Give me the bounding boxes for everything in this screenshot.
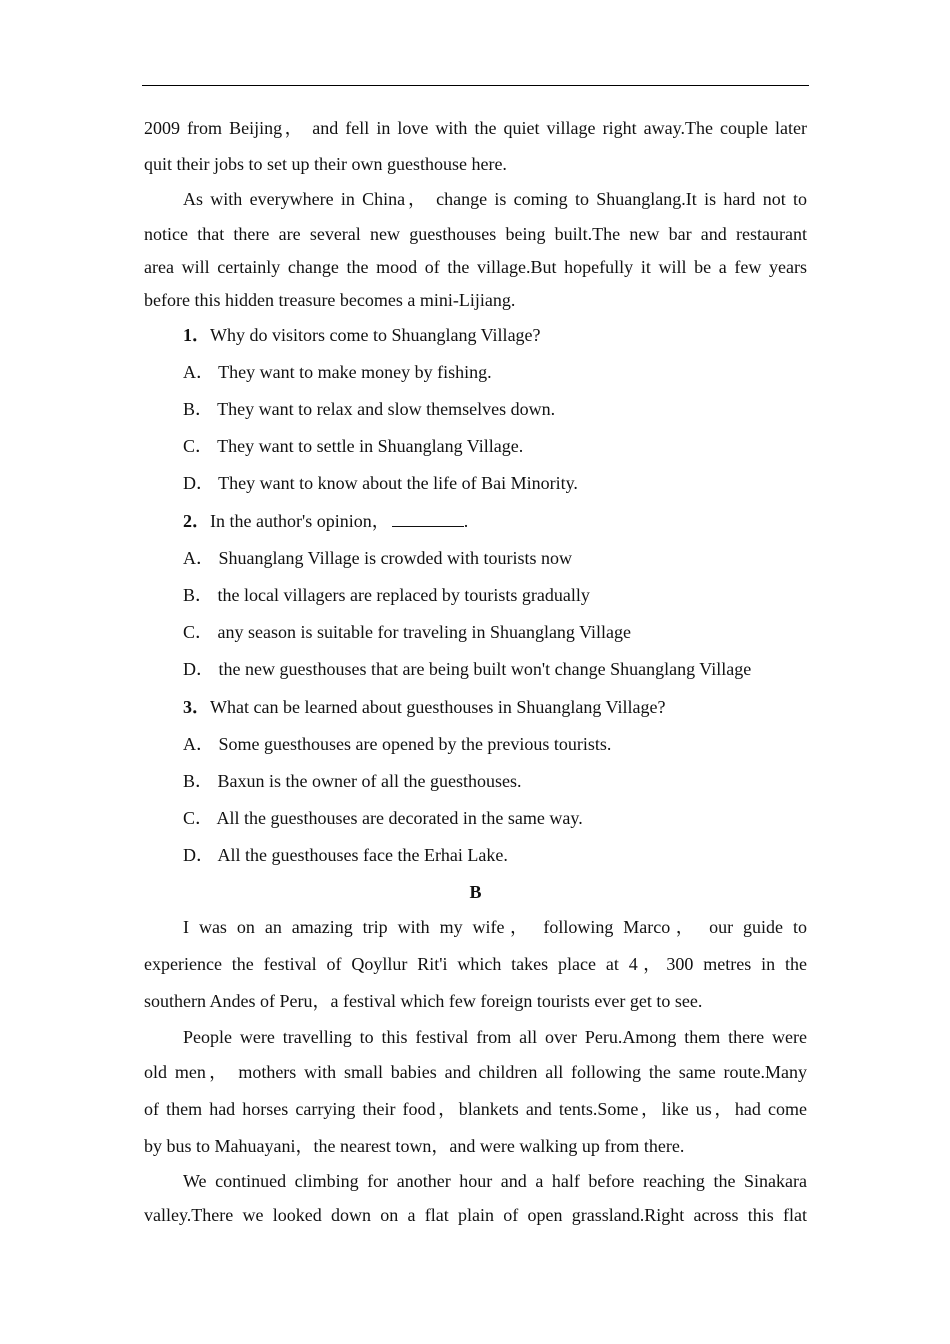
- q2-option-d: D． the new guesthouses that are being built won't change Shuanglang Village: [183, 659, 752, 679]
- question-2: [183, 510, 807, 532]
- passage-a-p1-line-2: quit their jobs to set up their own guesthouse here.: [144, 154, 507, 174]
- section-heading: B: [469, 882, 482, 902]
- section-b-p3-line-2: valley.There we looked down on a flat plain of open grassland.Right across this flat: [144, 1205, 807, 1225]
- section-b-p1-line-3: southern Andes of Peru，a festival which few foreign tourists ever get to see.: [144, 991, 703, 1011]
- section-b-p2-line-3: of them had horses carrying their food，blankets and tents.Some，like us，had come: [144, 1099, 807, 1119]
- section-b-p3-line-1: We continued climbing for another hour and a half before reaching the Sinakara: [183, 1171, 807, 1191]
- q3-option-b: B． Baxun is the owner of all the guesthouses.: [183, 771, 522, 791]
- question-number: 1．: [183, 325, 210, 345]
- section-b-p2-line-2: old men， mothers with small babies and children all following the same route.Many: [144, 1062, 807, 1082]
- q2-option-b: B． the local villagers are replaced by tourists gradually: [183, 585, 590, 605]
- question-number: 2．: [183, 511, 210, 531]
- q2-option-a: A． Shuanglang Village is crowded with tourists now: [183, 548, 573, 568]
- question-number: 3．: [183, 697, 210, 717]
- question-stem-end: .: [463, 511, 469, 531]
- q1-option-a: A． They want to make money by fishing.: [183, 362, 492, 382]
- passage-a-p2-line-1: As with everywhere in China， change is coming to Shuanglang.It is hard not to: [183, 189, 807, 209]
- question-1: [183, 324, 807, 346]
- q1-option-d: D． They want to know about the life of Bai Minority.: [183, 473, 578, 493]
- section-b-p1-line-2: experience the festival of Qoyllur Rit'i which takes place at 4，300 metres in the: [144, 954, 807, 974]
- question-stem: Why do visitors come to Shuanglang Village?: [210, 325, 541, 345]
- question-stem: What can be learned about guesthouses in Shuanglang Village?: [210, 697, 666, 717]
- section-b-p2-line-1: People were travelling to this festival from all over Peru.Among them there were: [183, 1027, 807, 1047]
- q3-option-c: C． All the guesthouses are decorated in the same way.: [183, 808, 583, 828]
- passage-a-p2-line-2: notice that there are several new guesthouses being built.The new bar and restaurant: [144, 224, 807, 244]
- q1-option-c: C． They want to settle in Shuanglang Village.: [183, 436, 524, 456]
- question-3: [183, 696, 807, 718]
- passage-a-p1-line-1: 2009 from Beijing， and fell in love with the quiet village right away.The couple later: [144, 118, 807, 138]
- q3-option-a: A． Some guesthouses are opened by the previous tourists.: [183, 734, 612, 754]
- question-stem: In the author's opinion，: [210, 511, 390, 531]
- q3-option-d: D． All the guesthouses face the Erhai Lake.: [183, 845, 508, 865]
- q2-option-c: C． any season is suitable for traveling in Shuanglang Village: [183, 622, 632, 642]
- section-b-p2-line-4: by bus to Mahuayani，the nearest town，and were walking up from there.: [144, 1136, 685, 1156]
- section-b-p1-line-1: I was on an amazing trip with my wife， following Marco， our guide to: [183, 917, 807, 937]
- header-rule: [142, 85, 809, 86]
- answer-blank: [392, 510, 464, 527]
- passage-a-p2-line-4: before this hidden treasure becomes a mini-Lijiang.: [144, 290, 516, 310]
- q1-option-b: B． They want to relax and slow themselves down.: [183, 399, 556, 419]
- passage-a-p2-line-3: area will certainly change the mood of the village.But hopefully it will be a few years: [144, 257, 807, 277]
